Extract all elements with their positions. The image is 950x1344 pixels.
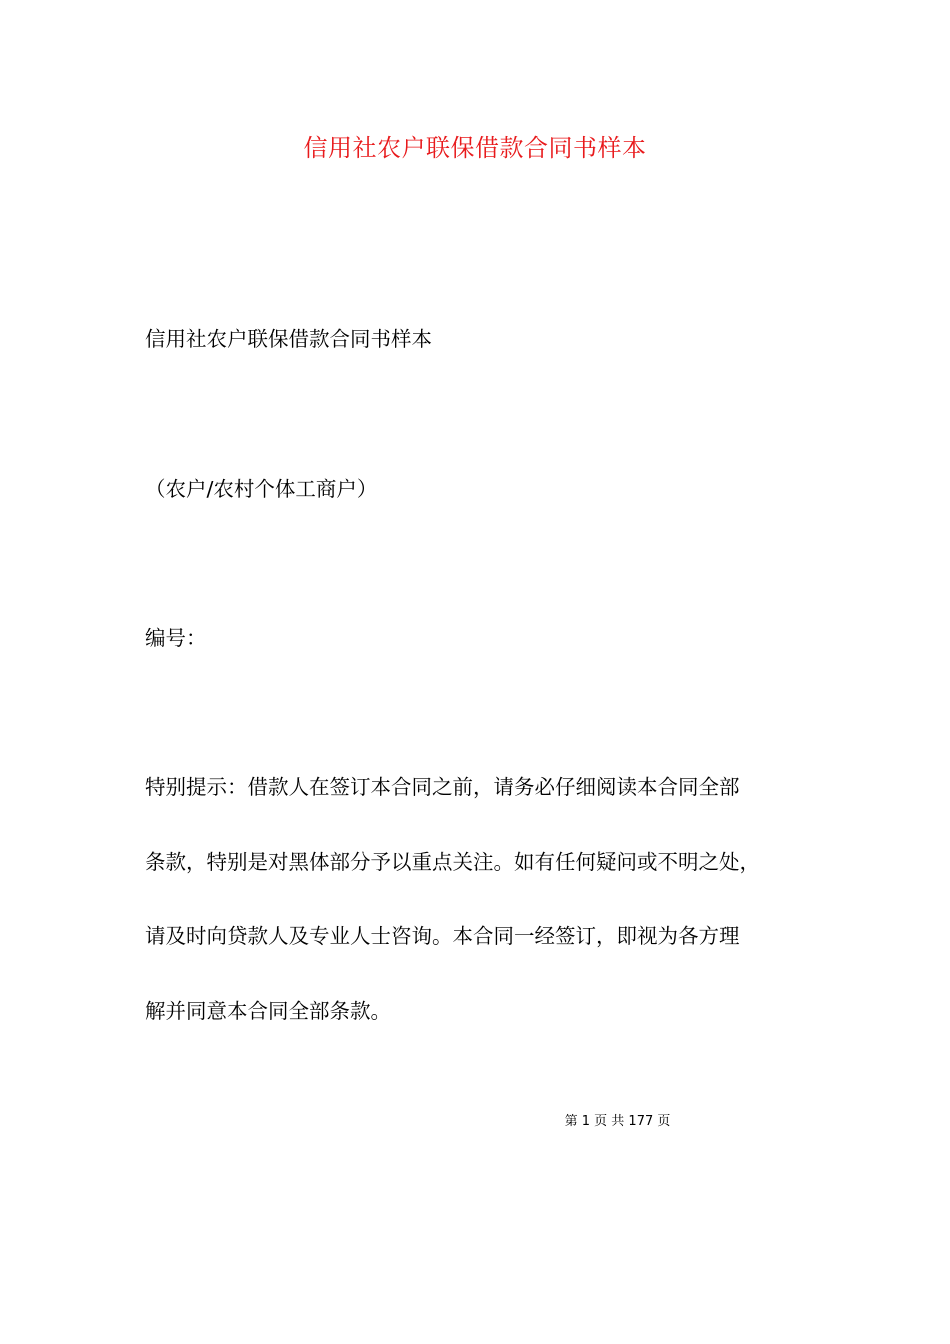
page-number-footer: 第 1 页 共 177 页	[564, 1114, 671, 1129]
document-subtitle: 信用社农户联保借款合同书样本	[145, 327, 432, 351]
notice-line-4: 解并同意本合同全部条款。	[145, 999, 391, 1023]
applicability-note: （农户/农村个体工商户）	[145, 477, 378, 501]
contract-number-label: 编号：	[145, 626, 207, 650]
document-title: 信用社农户联保借款合同书样本	[303, 134, 647, 162]
notice-line-3: 请及时向贷款人及专业人士咨询。本合同一经签订，即视为各方理	[145, 924, 740, 948]
notice-line-1: 特别提示：借款人在签订本合同之前，请务必仔细阅读本合同全部	[145, 775, 740, 799]
notice-line-2: 条款，特别是对黑体部分予以重点关注。如有任何疑问或不明之处，	[145, 850, 760, 874]
